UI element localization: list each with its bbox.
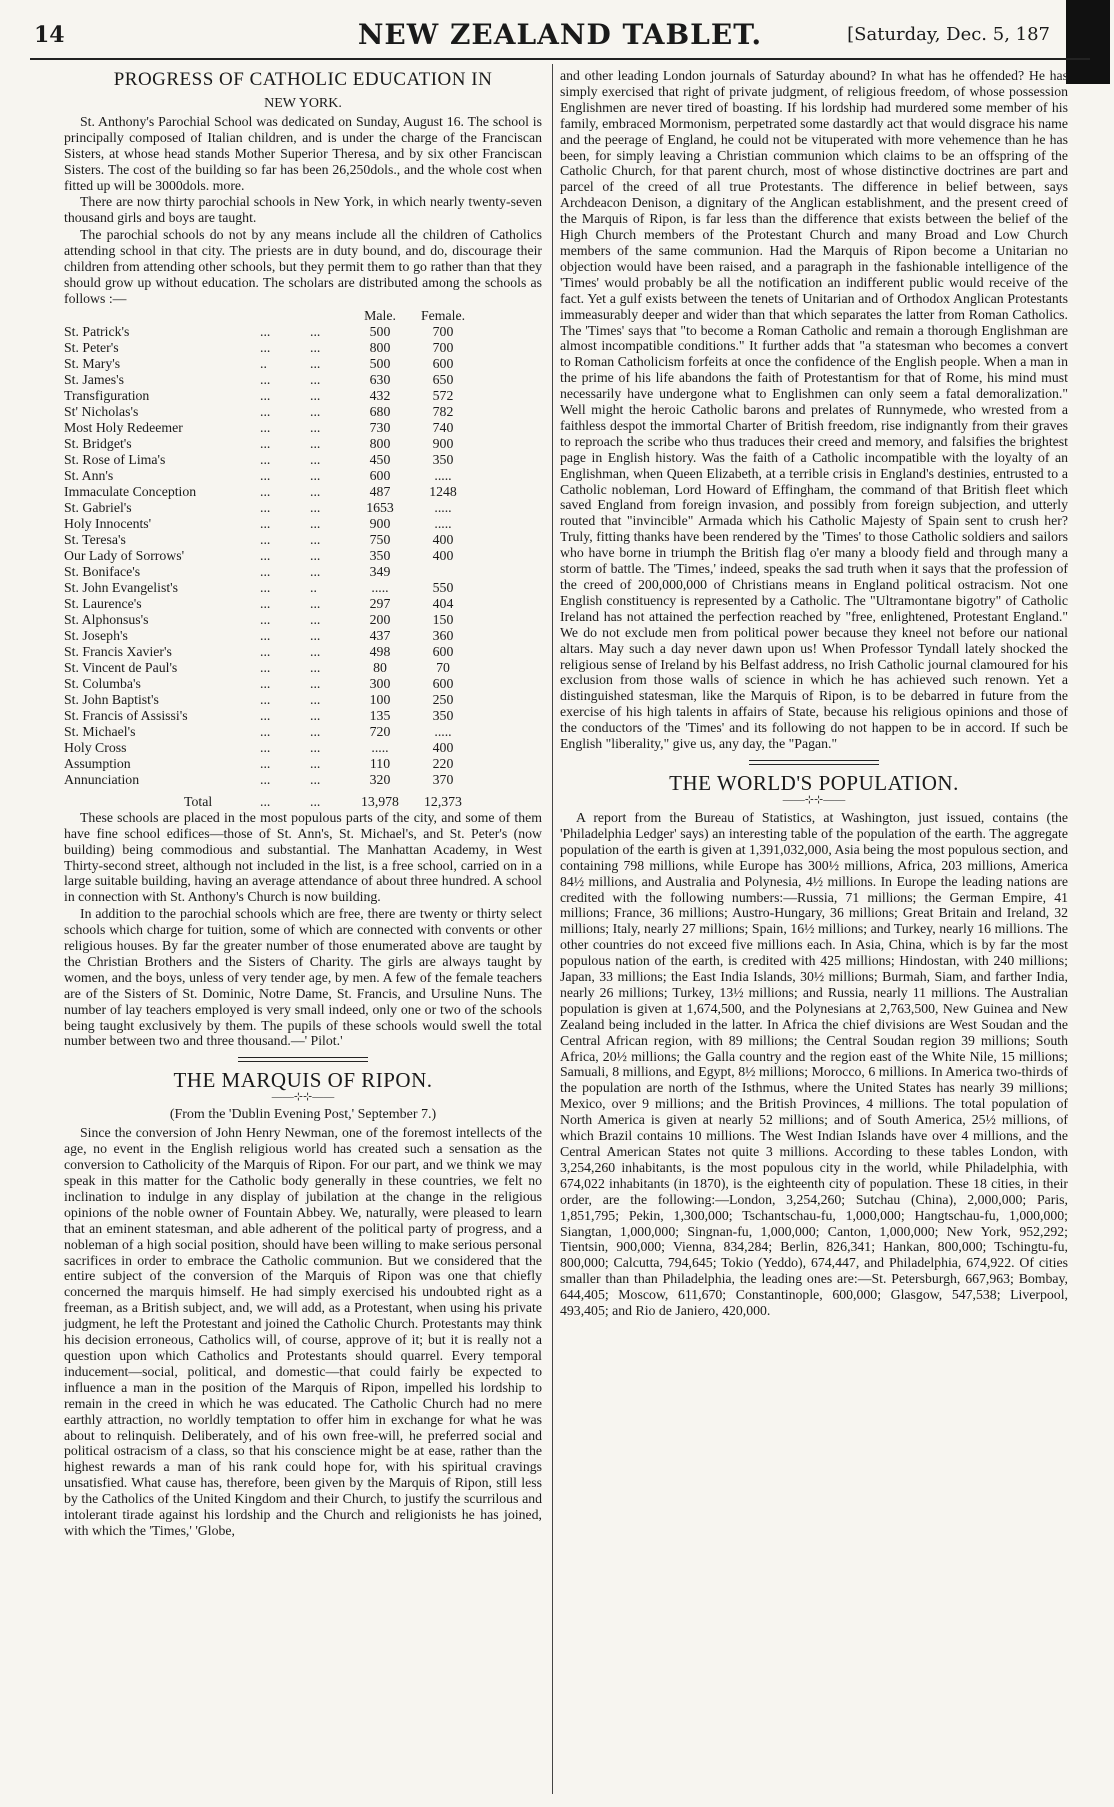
female-count: 740 (432, 419, 454, 435)
female-count: ..... (434, 723, 452, 739)
female-count: 600 (432, 355, 454, 371)
female-count: 400 (432, 739, 454, 755)
leader-dots: ... (310, 643, 321, 659)
table-row (64, 612, 542, 628)
leader-dots: ... (310, 563, 321, 579)
leader-dots: ... (310, 691, 321, 707)
article-heading-education-line2: NEW YORK. (264, 96, 342, 111)
leader-dots: ... (310, 707, 321, 723)
leader-dots: ... (260, 435, 271, 451)
male-count: 80 (373, 659, 387, 675)
leader-dots: ... (310, 355, 321, 371)
leader-dots: ... (310, 739, 321, 755)
school-name: St. Ann's (64, 467, 114, 483)
male-count: 437 (369, 627, 391, 643)
school-name: St. Vincent de Paul's (64, 659, 178, 675)
table-row (64, 676, 542, 692)
male-count: 1653 (366, 499, 394, 515)
leader-dots: ... (260, 595, 271, 611)
scan-corner-mark (1066, 0, 1110, 84)
school-name: St. Joseph's (64, 627, 128, 643)
table-row (64, 772, 542, 788)
paragraph: There are now thirty parochial schools in New York, in which nearly twenty-seven thousand girls and boys are taught. (64, 194, 542, 226)
leader-dots: ... (260, 691, 271, 707)
leader-dots: ... (260, 531, 271, 547)
leader-dots: ... (310, 451, 321, 467)
male-count: 450 (369, 451, 391, 467)
table-row (64, 468, 542, 484)
leader-dots: ... (260, 627, 271, 643)
male-count: 487 (369, 483, 391, 499)
female-count: 572 (432, 387, 454, 403)
male-count: 500 (369, 355, 391, 371)
table-row (64, 548, 542, 564)
school-name: St. Bridget's (64, 435, 132, 451)
leader-dots: ... (260, 371, 271, 387)
male-count: 680 (369, 403, 391, 419)
leader-dots: ... (260, 611, 271, 627)
male-count: 498 (369, 643, 391, 659)
male-count: 800 (369, 339, 391, 355)
section-separator (238, 1057, 368, 1062)
paragraph: Since the conversion of John Henry Newman, one of the foremost intellects of the age, no event in the English religious world has created such a sensation as the conversion to Catholicity of the Marquis of Ripon. For our part, and we think we may speak in this matter for the Catholic body generally in these countries, we felt no inclination to indulge in any display of jubilation at the change in the religious opinions of the noble owner of Fountain Abbey. We, naturally, were pleased to learn that an eminent statesman, and able adherent of the political party of progress, and a nobleman of a high social position, should have been willing to make serious personal sacrifices in order to embrace the Catholic communion. But we considered that the entire subject of the conversion of the Marquis of Ripon was one that chiefly concerned the marquis himself. He had simply exercised his undoubted right as a freeman, as a British subject, and, we will add, as a Protestant, when using his private judgment, he left the Protestant and joined the Catholic Church. Protestants may think his decision erroneous, Catholics will, of course, approve of it; but it is really not a question upon which Catholics and Protestants should quarrel. Every temporal inducement—social, political, and domestic—that could fairly be expected to influence a man in the position of the Marquis of Ripon, impelled his lordship to remain in the creed in which he was educated. The Catholic Church had no mere earthly attraction, no worldly temptation to offer him in exchange for what he was about to relinquish. Deliberately, and of his own free-will, he preferred social and political ostracism of a class, so that his conscience might be at ease, rather than the highest rewards a man of his rank could hope for, with his spiritual cravings unsatisfied. What cause has, therefore, been given by the Marquis of Ripon, still less by the Catholics of the United Kingdom and their Church, to justify the scurrilous and intolerant tirade against his lordship and the Church and religionists he has joined, with which the 'Times,' 'Globe, (64, 1125, 542, 1538)
paragraph: St. Anthony's Parochial School was dedicated on Sunday, August 16. The school is principally composed of Italian children, and is under the charge of the Franciscan Sisters, at whose head stands Mother Superior Theresa, and by six other Franciscan Sisters. The cost of the building so far has been 26,250dols., and the whole cost when fitted up will be 3000dols. more. (64, 113, 542, 193)
leader-dots: ... (310, 467, 321, 483)
table-row (64, 740, 542, 756)
male-count: ..... (371, 579, 389, 595)
paragraph-continued: and other leading London journals of Saturday abound? In what has he offended? He has simply exercised that right of private judgment, of religious freedom, of whose possession Englishmen are never tired of boasting. If his lordship had murdered some member of his family, embraced Mormonism, perpetrated some dastardly act that would disgrace his name and the peerage of England, he could not be vituperated with more vehemence than he has been, for simply leaving a Christian communion which claims to be an offspring of the Catholic Church, for that parent church, most of whose distinctive doctrines are part and parcel of the creed of all true Protestants. The difference in belief between, says Archdeacon Denison, a dignitary of the Anglican establishment, and the present creed of the Marquis of Ripon, is far less than the difference that exists between the belief of the High Church members of the Protestant Church and many Broad and Low Church members of the same communion. Had the Marquis of Ripon become a Unitarian no objection would have been raised, and a paragraph in the fashionable intelligence of the 'Times' would probably be all the notification an indifferent public would receive of the fact. Yet a gulf exists between the tenets of Unitarian and of Orthodox Anglican Protestants immeasurably deeper and wider than that which separates the latter from Roman Catholics. The 'Times' says that "to become a Roman Catholic and remain a thorough Englishman are almost incompatible conditions." It further adds that "a statesman who becomes a convert to Roman Catholicism forfeits at once the confidence of the English people. When a man in the prime of his life abandons the faith of Protestantism for that of Rome, his mind must necessarily have undergone what to Englishmen can only seem a fatal demoralization." Well might the heroic Catholic barons and prelates of Runnymede, who wrested from a faithless despot the immortal Charter of British freedom, rise indignantly from their graves to reproach the scribe who thus traduces their creed and memory, and falsifies the brightest page in English history. Was the faith of a Catholic incompatible with the loyalty of an Englishman, when Queen Elizabeth, at a terrible crisis in England's destinies, entrusted to a Catholic nobleman, Lord Howard of Effingham, the command of that British fleet which saved England from foreign invasion, and possibly from foreign subjection, and utterly routed that "invincible" Armada which his Catholic Majesty of Spain sent to crush her? Truly, fitting thanks have been rendered by the 'Times' to those Catholic soldiers and sailors who have borne in triumph the British flag o'er many a bloody field and through many a storm of battle. The 'Times,' indeed, speaks the sad truth when it says that the profession of the creed of 200,000,000 of Christians means in England political ostracism. Not one English constituency is represented by a Catholic. The "Ultramontane bigotry" of Catholic Ireland has not attained the perfection reached by "free, enlightened, Protestant England." We do not exclude men from political power because they kneel not before our national altars. May such a day never dawn upon us! When Professor Tyndall lately shocked the religious sense of Ireland by his Belfast address, no Irish Catholic journal clamoured for his exclusion from those walls of science in which he has achieved such renown. Yet a distinguished statesman, like the Marquis of Ripon, is to be debarred in future from the exercise of his high talents in affairs of State, because his religious opinions and those of the conductors of the 'Times' and its following do not happen to be in accord. If such be English "liberality," give us, any day, the "Pagan." (560, 68, 1068, 752)
leader-dots: ... (260, 323, 271, 339)
column-divider (552, 64, 553, 1794)
table-row (64, 500, 542, 516)
male-count: 720 (369, 723, 391, 739)
male-count: 350 (369, 547, 391, 563)
table-row (64, 340, 542, 356)
table-row (64, 356, 542, 372)
female-count: 1248 (429, 483, 457, 499)
table-row (64, 708, 542, 724)
school-name: St. James's (64, 371, 124, 387)
school-name: St. Peter's (64, 339, 119, 355)
column-header-female: Female. (420, 307, 466, 323)
leader-dots: ... (310, 675, 321, 691)
school-name: Annunciation (64, 771, 140, 787)
leader-dots: ... (310, 339, 321, 355)
leader-dots: ... (310, 659, 321, 675)
table-row (64, 756, 542, 772)
female-count: 550 (432, 579, 454, 595)
paragraph: In addition to the parochial schools which are free, there are twenty or thirty select schools which charge for tuition, some of which are connected with convents or other religious houses. By far the greater number of those enumerated above are taught by the Christian Brothers and the Sisters of Charity. The girls are always taught by women, and the boys, unless of very tender age, by men. A few of the female teachers are of the Sisters of St. Dominic, Notre Dame, St. Francis, and Ursuline Nuns. The number of lay teachers employed is very small indeed, only one or two of the schools being taught exclusively by them. The pupils of these schools would swell the total number between two and three thousand.—' Pilot.' (64, 906, 542, 1049)
male-count: 500 (369, 323, 391, 339)
leader-dots: ... (310, 435, 321, 451)
male-count: 297 (369, 595, 391, 611)
leader-dots: ... (310, 499, 321, 515)
table-row (64, 532, 542, 548)
female-count: 220 (432, 755, 454, 771)
table-row (64, 644, 542, 660)
total-male: 13,978 (361, 793, 399, 809)
leader-dots: ... (260, 387, 271, 403)
newspaper-title: NEW ZEALAND TABLET. (357, 18, 763, 51)
table-row (64, 436, 542, 452)
school-name: Holy Cross (64, 739, 127, 755)
female-count: 700 (432, 323, 454, 339)
paragraph: The parochial schools do not by any means include all the children of Catholics attending school in that city. The priests are in duty bound, and do, discourage their children from attending other schools, but they permit them to go rather than that they should grow up without education. The scholars are distributed among the schools as follows :— (64, 227, 542, 306)
male-count: ..... (371, 739, 389, 755)
section-separator (749, 760, 879, 765)
leader-dots: ... (260, 793, 271, 809)
school-name: St' Nicholas's (64, 403, 139, 419)
total-female: 12,373 (424, 793, 462, 809)
leader-dots: ... (310, 771, 321, 787)
right-column (560, 68, 1068, 1320)
paragraph: These schools are placed in the most populous parts of the city, and some of them have fine school edifices—those of St. Ann's, St. Michael's, and St. Peter's (now building) being commodious and substantial. The Manhattan Academy, in West Thirty-second street, although not included in the list, is a free school, carried on in a large suitable building, having an average attendance of about three hundred. A school in connection with St. Anthony's Church is now building. (64, 809, 542, 905)
leader-dots: ... (260, 403, 271, 419)
table-row (64, 452, 542, 468)
female-count: 600 (432, 675, 454, 691)
male-count: 630 (369, 371, 391, 387)
leader-dots: ... (260, 675, 271, 691)
leader-dots: ... (260, 771, 271, 787)
female-count: ..... (434, 499, 452, 515)
ornament-divider: ——⊹⊹—— (271, 1091, 335, 1104)
female-count: 350 (432, 451, 454, 467)
female-count: ..... (434, 515, 452, 531)
leader-dots: ... (310, 387, 321, 403)
leader-dots: ... (260, 499, 271, 515)
female-count: 360 (432, 627, 454, 643)
male-count: 900 (369, 515, 391, 531)
leader-dots: ... (310, 723, 321, 739)
male-count: 300 (369, 675, 391, 691)
leader-dots: ... (310, 515, 321, 531)
total-label: Total (184, 793, 213, 809)
table-row (64, 484, 542, 500)
leader-dots: ... (310, 323, 321, 339)
male-count: 100 (369, 691, 391, 707)
table-header (64, 308, 542, 324)
male-count: 432 (369, 387, 391, 403)
school-name: St. Patrick's (64, 323, 130, 339)
school-name: Most Holy Redeemer (64, 419, 183, 435)
leader-dots: ... (260, 659, 271, 675)
table-row (64, 420, 542, 436)
leader-dots: ... (260, 339, 271, 355)
leader-dots: ... (310, 627, 321, 643)
table-row (64, 388, 542, 404)
table-row (64, 372, 542, 388)
table-row (64, 724, 542, 740)
male-count: 600 (369, 467, 391, 483)
leader-dots: ... (260, 755, 271, 771)
table-row (64, 628, 542, 644)
leader-dots: ... (260, 739, 271, 755)
schools-table (64, 308, 542, 810)
school-name: Assumption (64, 755, 131, 771)
female-count: 70 (436, 659, 450, 675)
school-name: St. Michael's (64, 723, 136, 739)
leader-dots: ... (310, 755, 321, 771)
table-total-row (64, 794, 542, 810)
female-count: 900 (432, 435, 454, 451)
female-count: 350 (432, 707, 454, 723)
table-row (64, 692, 542, 708)
leader-dots: ... (310, 793, 321, 809)
leader-dots: ... (260, 467, 271, 483)
school-name: Immaculate Conception (64, 483, 197, 499)
school-name: Holy Innocents' (64, 515, 152, 531)
leader-dots: ... (260, 643, 271, 659)
female-count: 650 (432, 371, 454, 387)
leader-dots: ... (260, 723, 271, 739)
leader-dots: ... (310, 547, 321, 563)
table-row (64, 516, 542, 532)
male-count: 200 (369, 611, 391, 627)
leader-dots: ... (260, 483, 271, 499)
table-row (64, 596, 542, 612)
school-name: St. Gabriel's (64, 499, 132, 515)
article-source: (From the 'Dublin Evening Post,' September 7.) (169, 1107, 437, 1123)
leader-dots: ... (310, 531, 321, 547)
female-count: 250 (432, 691, 454, 707)
leader-dots: ... (310, 483, 321, 499)
table-row (64, 564, 542, 580)
female-count: 404 (432, 595, 454, 611)
female-count: 400 (432, 547, 454, 563)
table-row (64, 404, 542, 420)
leader-dots: ... (260, 579, 271, 595)
masthead-rule (30, 58, 1090, 60)
page-number: 14 (34, 22, 65, 48)
leader-dots: ... (260, 707, 271, 723)
leader-dots: ... (310, 611, 321, 627)
paragraph: A report from the Bureau of Statistics, at Washington, just issued, contains (the 'Philadelphia Ledger' says) an interesting table of the population of the earth. The aggregate population of the earth is given at 1,391,032,000, Asia being the most populous section, and containing 798 millions, while Europe has 300½ millions, Africa, 203 millions, America 84½ millions, and Australia and Polynesia, 4½ millions. In Europe the leading nations are credited with the following numbers:—Russia, 71 millions; the German Empire, 41 millions; France, 36 millions; Austro-Hungary, 36 millions; Great Britain and Ireland, 32 millions; Italy, nearly 27 millions; Spain, 16½ millions; and Turkey, nearly 16 millions. The other countries do not exceed five millions each. In Asia, China, which is by far the most populous nation of the earth, is credited with 425 millions; Hindostan, with 240 millions; Japan, 33 millions; the East India Islands, 30½ millions; Burmah, Siam, and farther India, nearly 26 millions; Turkey, 13½ millions; and Russia, nearly 11 millions. The Australian population is given at 1,674,500, and the Polynesians at 2,763,500, New Guinea and New Zealand being included in the latter. In Africa the chief divisions are West Soudan and the Central African region, with 89 millions; the Central Soudan region 39 millions; South Africa, 20½ millions; the Galla country and the region east of the White Nile, 15 millions; Samuali, 8 millions, and Egypt, 8½ millions; Morocco, 6 millions. In America two-thirds of the population are north of the Isthmus, where the United States has nearly 39 millions; Mexico, over 9 millions; and the British Provinces, 4 millions. The total population of North America is given at nearly 52 millions; and of South America, 25½ millions, of which Brazil contains 10 millions. The West Indian Islands have over 4 millions, and the Central American States not quite 3 millions. According to these tables London, with 3,254,260 inhabitants, is the most populous city in the world, while Philadelphia, with 674,022 inhabitants (in 1870), is the eighteenth city of population. These 18 cities, in their order, are the following:—London, 3,254,260; Sutchau (China), 2,000,000; Paris, 1,851,795; Pekin, 1,300,000; Tschantschau-fu, 1,000,000; Hangtschau-fu, 1,000,000; Siangtan, 1,000,000; Singnan-fu, 1,000,000; Canton, 1,000,000; New York, 952,292; Tientsin, 900,000; Vienna, 834,284; Berlin, 826,341; Hankan, 800,000; Tschingtu-fu, 800,000; Calcutta, 794,645; Tokio (Yeddo), 674,447, and Philadelphia, 674,922. Of cities smaller than than Philadelphia, the leading ones are:—St. Petersburgh, 667,963; Bombay, 644,405; Moscow, 611,670; Constantinople, 600,000; Glasgow, 547,538; Liverpool, 493,405; and Rio de Janiero, 420,000. (560, 809, 1068, 1319)
school-name: St. John Evangelist's (64, 579, 179, 595)
leader-dots: ... (260, 451, 271, 467)
leader-dots: ... (310, 371, 321, 387)
male-count: 349 (369, 563, 391, 579)
female-count: 700 (432, 339, 454, 355)
male-count: 750 (369, 531, 391, 547)
school-name: St. Mary's (64, 355, 121, 371)
school-name: St. Rose of Lima's (64, 451, 166, 467)
leader-dots: ... (260, 515, 271, 531)
issue-date: [Saturday, Dec. 5, 187 (847, 24, 1050, 45)
school-name: St. Francis of Assissi's (64, 707, 188, 723)
school-name: St. Laurence's (64, 595, 142, 611)
school-name: St. Columba's (64, 675, 141, 691)
leader-dots: ... (310, 403, 321, 419)
female-count: ..... (434, 467, 452, 483)
table-row (64, 660, 542, 676)
left-column (64, 68, 542, 1540)
male-count: 135 (369, 707, 391, 723)
school-name: St. Alphonsus's (64, 611, 149, 627)
female-count: 400 (432, 531, 454, 547)
table-row (64, 324, 542, 340)
school-name: St. Francis Xavier's (64, 643, 172, 659)
table-row (64, 580, 542, 596)
article-heading-education: PROGRESS OF CATHOLIC EDUCATION IN (113, 69, 493, 90)
leader-dots: ... (260, 547, 271, 563)
female-count: 150 (432, 611, 454, 627)
leader-dots: ... (260, 419, 271, 435)
female-count: 370 (432, 771, 454, 787)
leader-dots: ... (260, 563, 271, 579)
school-name: Our Lady of Sorrows' (64, 547, 185, 563)
male-count: 800 (369, 435, 391, 451)
school-name: St. Boniface's (64, 563, 141, 579)
male-count: 320 (369, 771, 391, 787)
leader-dots: ... (310, 419, 321, 435)
male-count: 730 (369, 419, 391, 435)
female-count: 782 (432, 403, 454, 419)
article-heading-ripon: THE MARQUIS OF RIPON. (173, 1068, 433, 1093)
ornament-divider: ——⊹⊹—— (782, 793, 846, 806)
school-name: Transfiguration (64, 387, 150, 403)
leader-dots: ... (310, 595, 321, 611)
school-name: St. John Baptist's (64, 691, 159, 707)
female-count: 600 (432, 643, 454, 659)
male-count: 110 (369, 755, 391, 771)
school-name: St. Teresa's (64, 531, 126, 547)
masthead (30, 18, 1090, 54)
column-header-male: Male. (364, 307, 396, 323)
article-heading-population: THE WORLD'S POPULATION. (669, 770, 959, 795)
leader-dots: .. (260, 355, 267, 371)
leader-dots: .. (310, 579, 317, 595)
